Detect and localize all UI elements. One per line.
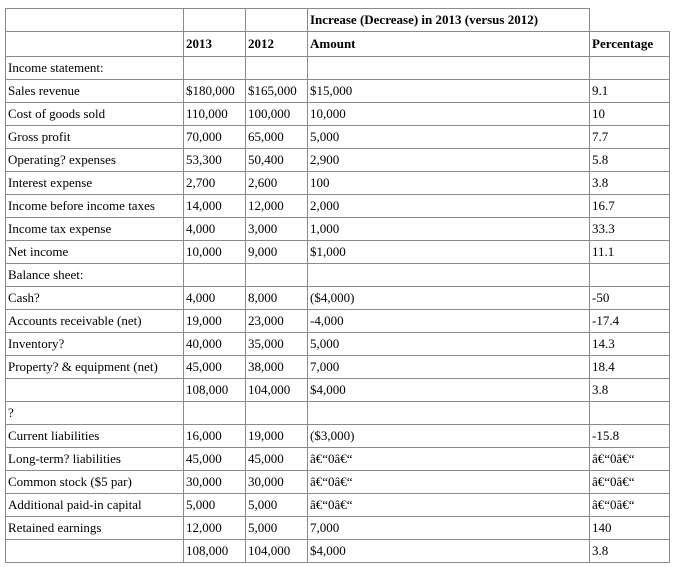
- header-blank-2012: [246, 9, 308, 32]
- header-row-top: [6, 9, 670, 32]
- change-percentage: 5.8: [590, 149, 670, 172]
- change-amount: [308, 264, 590, 287]
- change-amount: ($4,000): [308, 287, 590, 310]
- change-percentage: 9.1: [590, 80, 670, 103]
- change-percentage: [590, 264, 670, 287]
- table-row: [6, 287, 670, 310]
- value-2013: 2,700: [184, 172, 246, 195]
- value-2012: [246, 402, 308, 425]
- change-percentage: 3.8: [590, 379, 670, 402]
- value-2012: 23,000: [246, 310, 308, 333]
- change-amount: 5,000: [308, 333, 590, 356]
- header-2012: 2012: [246, 32, 308, 57]
- table-row: [6, 80, 670, 103]
- value-2012: 30,000: [246, 471, 308, 494]
- value-2013: 70,000: [184, 126, 246, 149]
- table-row: [6, 471, 670, 494]
- row-label: [6, 540, 184, 563]
- table-row: [6, 333, 670, 356]
- header-blank-2013: [184, 9, 246, 32]
- change-amount: 7,000: [308, 517, 590, 540]
- row-label: Additional paid-in capital: [6, 494, 184, 517]
- change-percentage: -15.8: [590, 425, 670, 448]
- table-row: [6, 540, 670, 563]
- change-amount: [308, 402, 590, 425]
- value-2013: 4,000: [184, 218, 246, 241]
- change-amount: â€“0â€“: [308, 448, 590, 471]
- header-row-columns: [6, 32, 670, 57]
- header-percentage: Percentage: [590, 32, 670, 57]
- value-2012: 35,000: [246, 333, 308, 356]
- increase-title: Increase (Decrease) in 2013 (versus 2012): [308, 9, 590, 32]
- header-amount: Amount: [308, 32, 590, 57]
- table-row: [6, 448, 670, 471]
- row-label: Income statement:: [6, 57, 184, 80]
- value-2013: 45,000: [184, 356, 246, 379]
- change-amount: 2,900: [308, 149, 590, 172]
- financial-comparison-table: [5, 8, 670, 563]
- change-percentage: â€“0â€“: [590, 448, 670, 471]
- change-amount: 5,000: [308, 126, 590, 149]
- row-label: Retained earnings: [6, 517, 184, 540]
- value-2013: 45,000: [184, 448, 246, 471]
- table-row: [6, 195, 670, 218]
- change-amount: $4,000: [308, 540, 590, 563]
- value-2012: 5,000: [246, 517, 308, 540]
- row-label: Long-term? liabilities: [6, 448, 184, 471]
- row-label: Current liabilities: [6, 425, 184, 448]
- value-2013: 110,000: [184, 103, 246, 126]
- value-2012: 3,000: [246, 218, 308, 241]
- change-percentage: 33.3: [590, 218, 670, 241]
- value-2013: [184, 57, 246, 80]
- change-amount: 100: [308, 172, 590, 195]
- row-label: Operating? expenses: [6, 149, 184, 172]
- change-percentage: [590, 57, 670, 80]
- change-percentage: 3.8: [590, 172, 670, 195]
- value-2013: 4,000: [184, 287, 246, 310]
- row-label: ?: [6, 402, 184, 425]
- value-2013: 10,000: [184, 241, 246, 264]
- change-percentage: 7.7: [590, 126, 670, 149]
- value-2013: 53,300: [184, 149, 246, 172]
- change-percentage: 10: [590, 103, 670, 126]
- value-2012: 5,000: [246, 494, 308, 517]
- table-row: [6, 126, 670, 149]
- header-label-column: [6, 32, 184, 57]
- change-percentage: 140: [590, 517, 670, 540]
- change-percentage: -17.4: [590, 310, 670, 333]
- change-amount: 2,000: [308, 195, 590, 218]
- value-2012: 8,000: [246, 287, 308, 310]
- row-label: Accounts receivable (net): [6, 310, 184, 333]
- value-2012: 2,600: [246, 172, 308, 195]
- table-row: [6, 241, 670, 264]
- table-row: [6, 310, 670, 333]
- table-row: [6, 172, 670, 195]
- value-2013: 12,000: [184, 517, 246, 540]
- value-2013: [184, 402, 246, 425]
- value-2013: 40,000: [184, 333, 246, 356]
- change-percentage: 16.7: [590, 195, 670, 218]
- table-row: [6, 218, 670, 241]
- value-2013: [184, 264, 246, 287]
- value-2013: $180,000: [184, 80, 246, 103]
- value-2012: 104,000: [246, 540, 308, 563]
- value-2013: 14,000: [184, 195, 246, 218]
- change-amount: [308, 57, 590, 80]
- value-2012: 50,400: [246, 149, 308, 172]
- row-label: Inventory?: [6, 333, 184, 356]
- row-label: Interest expense: [6, 172, 184, 195]
- header-blank-percentage: [590, 9, 670, 32]
- table-row: [6, 264, 670, 287]
- row-label: Balance sheet:: [6, 264, 184, 287]
- header-2013: 2013: [184, 32, 246, 57]
- value-2012: 12,000: [246, 195, 308, 218]
- value-2012: 45,000: [246, 448, 308, 471]
- value-2012: 38,000: [246, 356, 308, 379]
- change-amount: 7,000: [308, 356, 590, 379]
- change-amount: $1,000: [308, 241, 590, 264]
- table-row: [6, 149, 670, 172]
- value-2013: 5,000: [184, 494, 246, 517]
- change-percentage: â€“0â€“: [590, 494, 670, 517]
- value-2013: 108,000: [184, 540, 246, 563]
- change-amount: $4,000: [308, 379, 590, 402]
- value-2013: 19,000: [184, 310, 246, 333]
- value-2012: 104,000: [246, 379, 308, 402]
- value-2013: 108,000: [184, 379, 246, 402]
- row-label: [6, 379, 184, 402]
- table-row: [6, 356, 670, 379]
- value-2012: 19,000: [246, 425, 308, 448]
- row-label: Sales revenue: [6, 80, 184, 103]
- table-row: [6, 517, 670, 540]
- change-amount: $15,000: [308, 80, 590, 103]
- change-percentage: [590, 402, 670, 425]
- row-label: Net income: [6, 241, 184, 264]
- header-blank-label: [6, 9, 184, 32]
- row-label: Property? & equipment (net): [6, 356, 184, 379]
- value-2012: 65,000: [246, 126, 308, 149]
- change-percentage: 18.4: [590, 356, 670, 379]
- table-row: [6, 402, 670, 425]
- value-2012: [246, 57, 308, 80]
- row-label: Common stock ($5 par): [6, 471, 184, 494]
- change-amount: 10,000: [308, 103, 590, 126]
- table-row: [6, 425, 670, 448]
- row-label: Cash?: [6, 287, 184, 310]
- change-percentage: â€“0â€“: [590, 471, 670, 494]
- table-row: [6, 57, 670, 80]
- table-row: [6, 494, 670, 517]
- change-amount: â€“0â€“: [308, 494, 590, 517]
- row-label: Gross profit: [6, 126, 184, 149]
- value-2013: 30,000: [184, 471, 246, 494]
- change-amount: â€“0â€“: [308, 471, 590, 494]
- change-amount: -4,000: [308, 310, 590, 333]
- change-percentage: 3.8: [590, 540, 670, 563]
- change-amount: 1,000: [308, 218, 590, 241]
- change-amount: ($3,000): [308, 425, 590, 448]
- value-2013: 16,000: [184, 425, 246, 448]
- table-row: [6, 379, 670, 402]
- row-label: Income before income taxes: [6, 195, 184, 218]
- value-2012: 9,000: [246, 241, 308, 264]
- change-percentage: 11.1: [590, 241, 670, 264]
- table-row: [6, 103, 670, 126]
- change-percentage: -50: [590, 287, 670, 310]
- change-percentage: 14.3: [590, 333, 670, 356]
- value-2012: $165,000: [246, 80, 308, 103]
- row-label: Cost of goods sold: [6, 103, 184, 126]
- value-2012: 100,000: [246, 103, 308, 126]
- value-2012: [246, 264, 308, 287]
- row-label: Income tax expense: [6, 218, 184, 241]
